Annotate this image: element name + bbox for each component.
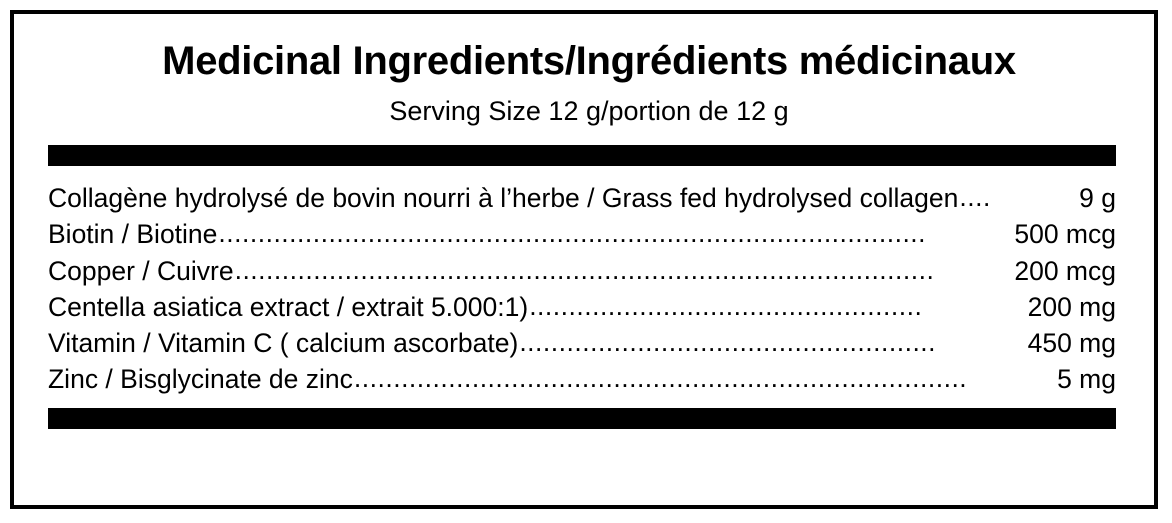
ingredient-name: Zinc / Bisglycinate de zinc xyxy=(48,364,353,395)
ingredient-name: Vitamin / Vitamin C ( calcium ascorbate) xyxy=(48,328,519,359)
ingredient-name: Copper / Cuivre xyxy=(48,255,234,286)
nutrition-label-panel xyxy=(10,10,1158,509)
leader-dots: ..................................................... xyxy=(519,327,937,358)
list-item xyxy=(48,289,1116,325)
ingredient-amount: 200 mg xyxy=(1027,291,1116,322)
list-item xyxy=(48,325,1116,361)
ingredient-amount: 9 g xyxy=(1079,183,1116,213)
leader-dots: ......................................................................................... xyxy=(234,254,935,285)
leader-dots: .............................................................................. xyxy=(353,363,968,394)
ingredient-amount: 450 mg xyxy=(1027,328,1116,359)
list-item xyxy=(48,361,1116,397)
label-content xyxy=(48,32,1130,491)
ingredient-name: Centella asiatica extract / extrait 5.000:1) xyxy=(48,291,529,322)
leader-dots: .................................................. xyxy=(529,290,923,321)
list-item xyxy=(48,253,1116,289)
ingredient-amount: 5 mg xyxy=(1057,364,1116,395)
list-item xyxy=(48,180,1116,216)
ingredients-list xyxy=(48,180,1116,398)
serving-size-text: Serving Size 12 g/portion de 12 g xyxy=(389,96,789,126)
list-item xyxy=(48,216,1116,252)
ingredient-name: Collagène hydrolysé de bovin nourri à l’herbe / Grass fed hydrolysed collagen xyxy=(48,183,959,213)
leader-dots: .......................................................................................... xyxy=(218,218,927,249)
ingredient-name: Biotin / Biotine xyxy=(48,219,218,250)
ingredient-amount: 500 mcg xyxy=(1014,219,1116,250)
page-title: Medicinal Ingredients/Ingrédients médicinaux xyxy=(162,39,1016,83)
top-divider-bar xyxy=(48,145,1116,166)
leader-dots: .... xyxy=(959,182,991,212)
ingredient-amount: 200 mcg xyxy=(1014,255,1116,286)
bottom-divider-bar xyxy=(48,408,1116,429)
